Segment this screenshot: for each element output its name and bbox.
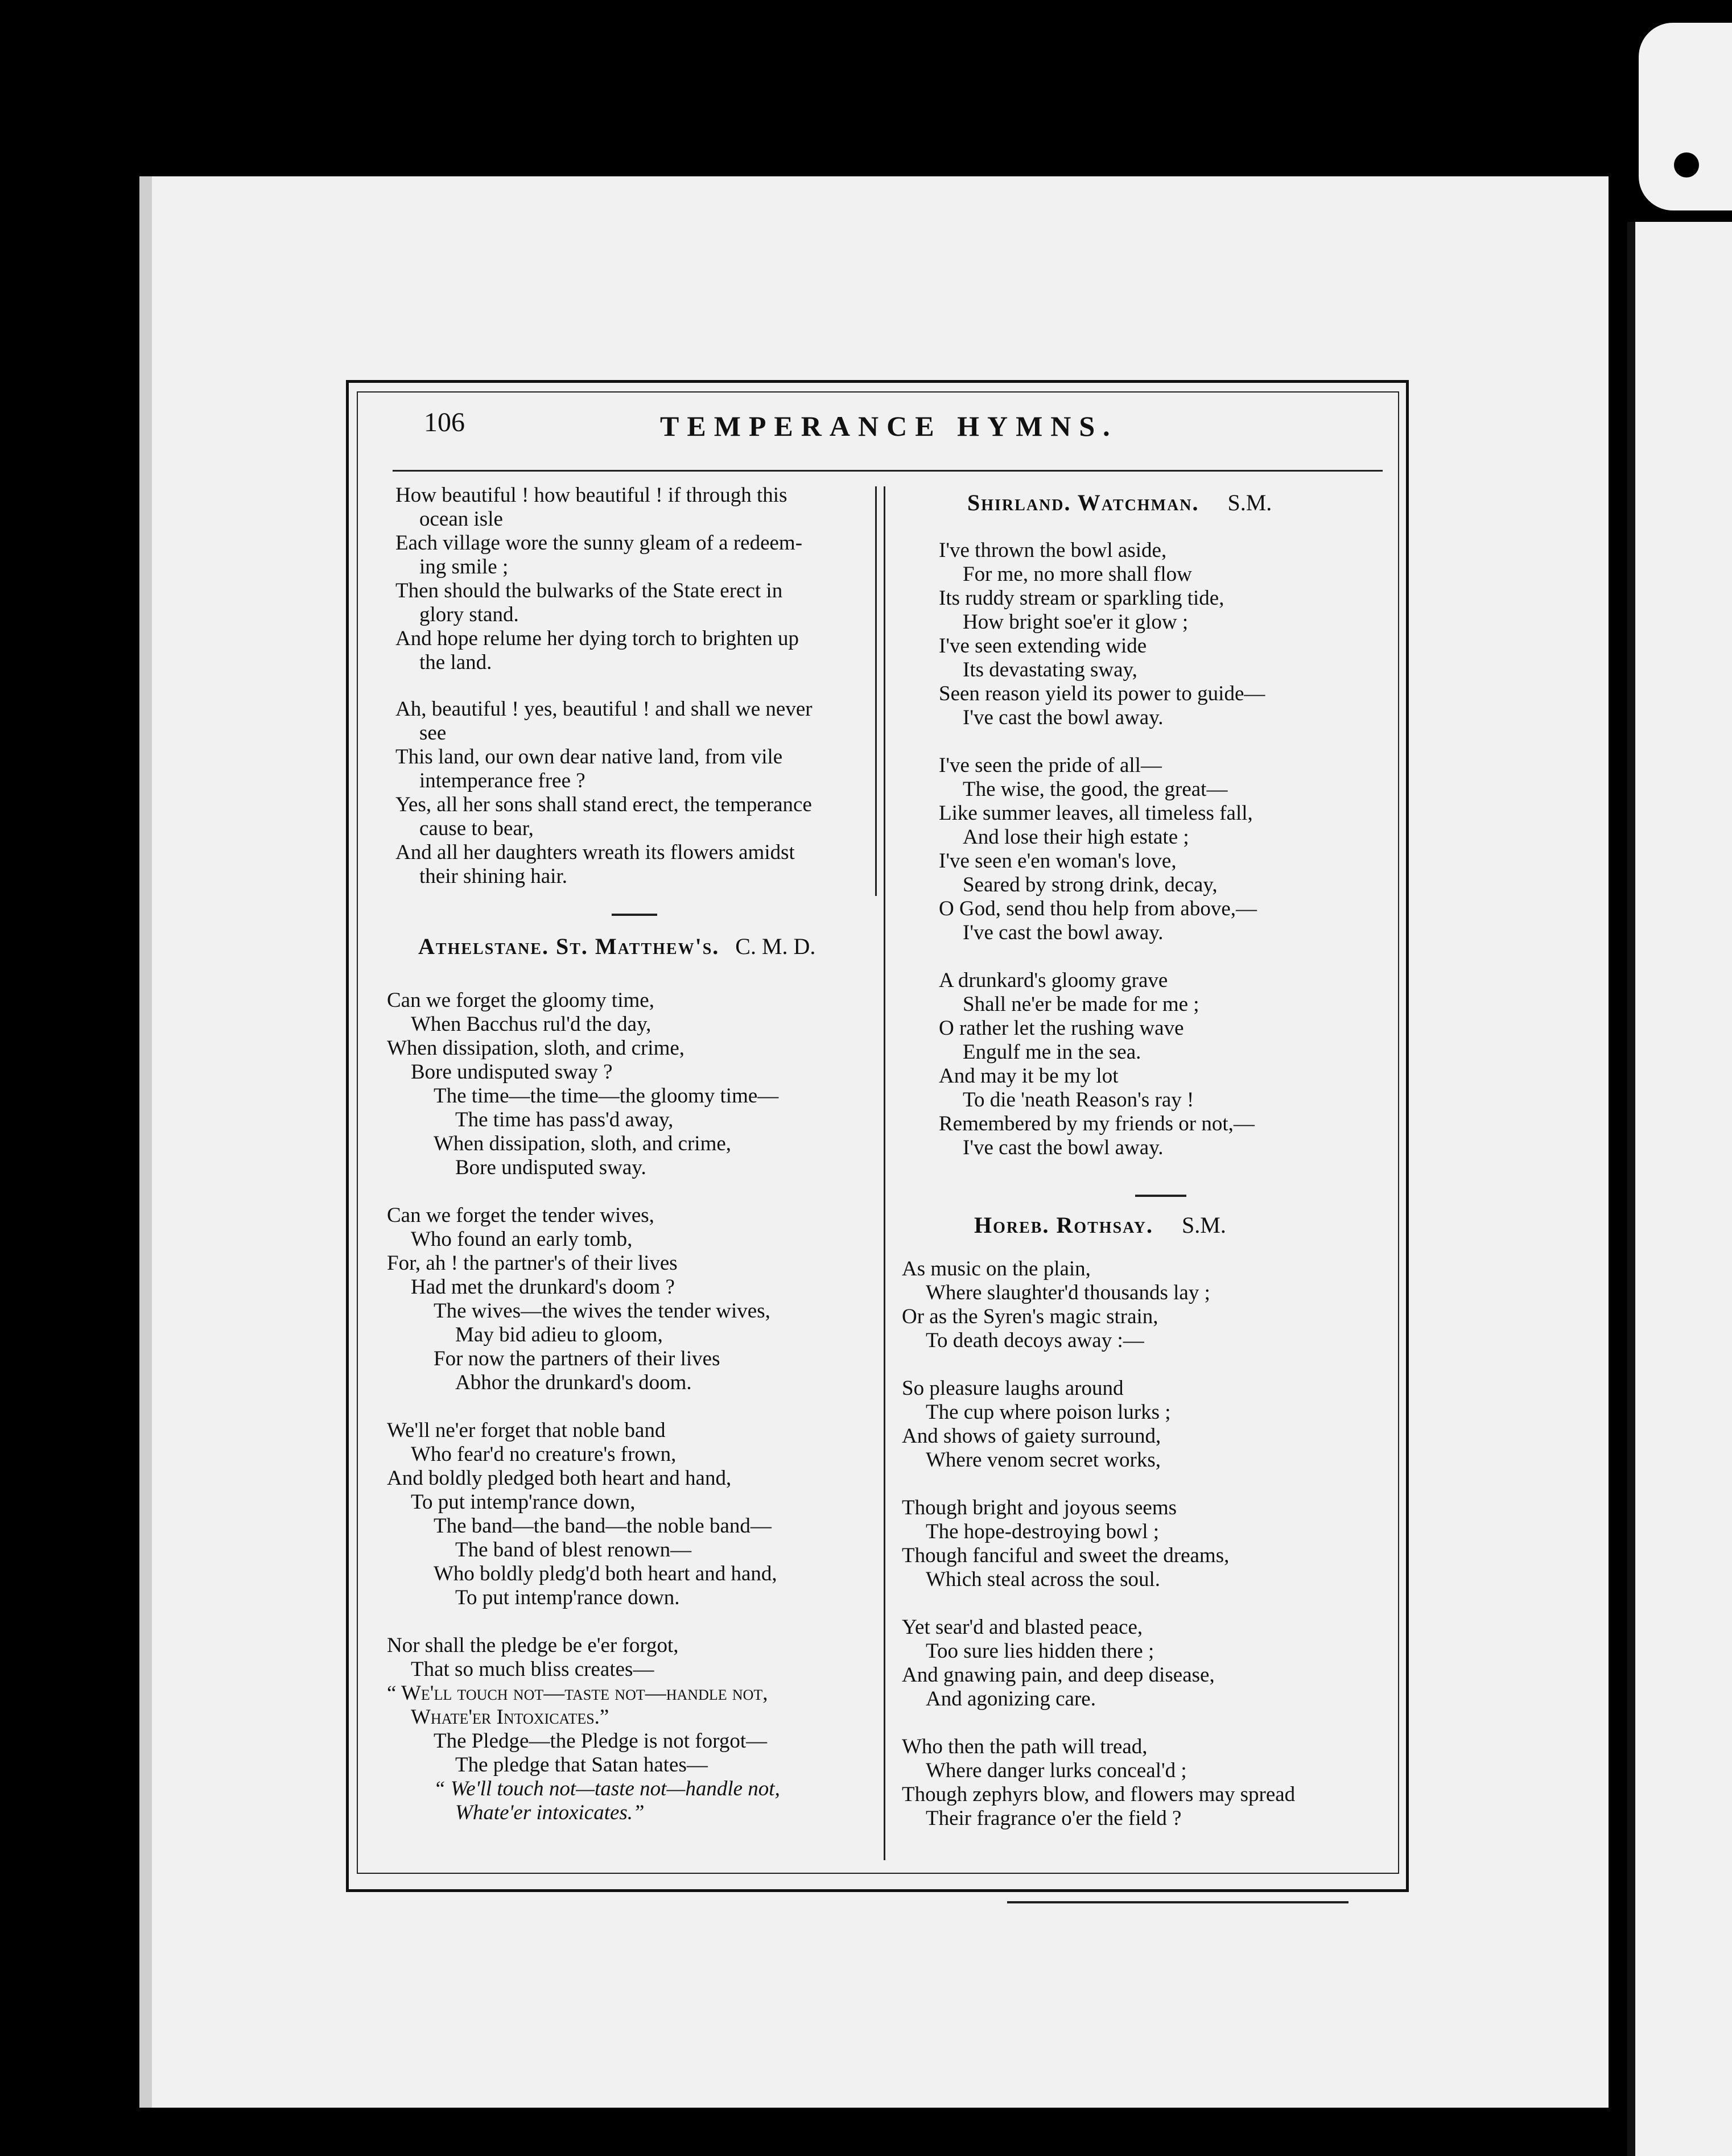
verse-line: The pledge that Satan hates— xyxy=(455,1753,708,1777)
verse-line: the land. xyxy=(419,651,492,674)
verse-line: How bright soe'er it glow ; xyxy=(963,610,1189,634)
verse-line: Though bright and joyous seems xyxy=(902,1496,1177,1519)
stanza xyxy=(387,1419,780,1610)
verse-line: intemperance free ? xyxy=(419,769,585,792)
verse-line: That so much bliss creates— xyxy=(411,1658,654,1681)
verse-line: Where venom secret works, xyxy=(926,1448,1161,1472)
verse-line: We'll ne'er forget that noble band xyxy=(387,1419,666,1442)
page-number: 106 xyxy=(424,407,465,437)
verse-line: Engulf me in the sea. xyxy=(963,1040,1141,1064)
verse-line: ing smile ; xyxy=(419,555,509,579)
verse-line: Its devastating sway, xyxy=(963,658,1137,682)
verse-line: And shows of gaiety surround, xyxy=(902,1424,1161,1448)
verse-line: Who found an early tomb, xyxy=(411,1228,633,1251)
verse-line: Yet sear'd and blasted peace, xyxy=(902,1616,1143,1639)
tune-names: Shirland. Watchman. xyxy=(967,490,1199,515)
page-tab xyxy=(1639,23,1732,210)
verse-line: Each village wore the sunny gleam of a redeem- xyxy=(395,531,803,555)
verse-line: Had met the drunkard's doom ? xyxy=(411,1275,675,1299)
verse-line: Its ruddy stream or sparkling tide, xyxy=(939,587,1224,610)
verse-line: I've cast the bowl away. xyxy=(963,1136,1164,1159)
column-divider xyxy=(884,486,885,1860)
stanza xyxy=(902,1616,1295,1711)
verse-line: Or as the Syren's magic strain, xyxy=(902,1305,1158,1328)
verse-line: Who boldly pledg'd both heart and hand, xyxy=(434,1562,777,1585)
stanza xyxy=(387,1204,780,1395)
verse-line: To die 'neath Reason's ray ! xyxy=(963,1088,1194,1112)
stanza xyxy=(395,484,813,675)
verse-line: Ah, beautiful ! yes, beautiful ! and shall we never xyxy=(395,697,813,721)
verse-line: Where slaughter'd thousands lay ; xyxy=(926,1281,1210,1304)
verse-line: Nor shall the pledge be e'er forgot, xyxy=(387,1634,679,1657)
meter: S.M. xyxy=(1227,490,1272,515)
verse-line: Shall ne'er be made for me ; xyxy=(963,993,1199,1016)
right-hymn-2-stanzas xyxy=(902,1257,1295,1831)
verse-line: Can we forget the tender wives, xyxy=(387,1204,654,1227)
verse-line: The band of blest renown— xyxy=(455,1538,692,1562)
verse-line: And gnawing pain, and deep disease, xyxy=(902,1663,1215,1687)
right-hymn-1-stanzas xyxy=(939,539,1265,1160)
tune-names: Athelstane. St. Matthew's. xyxy=(418,934,720,959)
verse-line: Though zephyrs blow, and flowers may spread xyxy=(902,1783,1296,1806)
verse-line: Abhor the drunkard's doom. xyxy=(455,1371,692,1394)
stanza xyxy=(387,1634,780,1825)
verse-line: Then should the bulwarks of the State erect in xyxy=(395,579,783,602)
verse-line: For, ah ! the partner's of their lives xyxy=(387,1252,678,1275)
left-opening-stanzas xyxy=(395,484,813,889)
verse-line: Whate'er Intoxicates.” xyxy=(411,1705,609,1729)
left-hymn-stanzas xyxy=(387,989,780,1825)
column-divider-upper xyxy=(875,486,877,896)
verse-line: Bore undisputed sway. xyxy=(455,1156,646,1179)
stanza xyxy=(387,989,780,1180)
verse-line: O God, send thou help from above,— xyxy=(939,897,1257,920)
verse-line: see xyxy=(419,721,447,745)
section-rule xyxy=(612,914,657,916)
verse-line: Can we forget the gloomy time, xyxy=(387,989,654,1012)
verse-line: So pleasure laughs around xyxy=(902,1377,1124,1400)
verse-line: Which steal across the soul. xyxy=(926,1568,1161,1591)
verse-line: For me, no more shall flow xyxy=(963,563,1192,586)
facing-page-edge xyxy=(1627,222,1732,2156)
verse-line: The cup where poison lurks ; xyxy=(926,1401,1171,1424)
verse-line: “ We'll touch not—taste not—handle not, xyxy=(387,1682,768,1705)
verse-line: I've thrown the bowl aside, xyxy=(939,539,1167,562)
stanza xyxy=(939,754,1265,945)
verse-line: To put intemp'rance down. xyxy=(455,1586,680,1609)
verse-line: Yes, all her sons shall stand erect, the temperance xyxy=(395,793,812,816)
verse-line: Seen reason yield its power to guide— xyxy=(939,682,1265,705)
verse-line: And may it be my lot xyxy=(939,1064,1119,1088)
verse-line: And lose their high estate ; xyxy=(963,825,1189,849)
verse-line: Whate'er intoxicates.” xyxy=(455,1801,645,1824)
verse-line: I've cast the bowl away. xyxy=(963,706,1164,729)
verse-line: May bid adieu to gloom, xyxy=(455,1323,663,1347)
verse-line: To death decoys away :— xyxy=(926,1329,1144,1352)
verse-line: Too sure lies hidden there ; xyxy=(926,1639,1154,1663)
verse-line: To put intemp'rance down, xyxy=(411,1490,636,1514)
stanza xyxy=(939,969,1265,1160)
verse-line: The Pledge—the Pledge is not forgot— xyxy=(434,1729,768,1753)
verse-line: glory stand. xyxy=(419,603,519,626)
verse-line: Seared by strong drink, decay, xyxy=(963,873,1218,897)
stanza xyxy=(939,539,1265,730)
meter: C. M. D. xyxy=(735,934,816,959)
verse-line: The time has pass'd away, xyxy=(455,1108,674,1131)
verse-line: Where danger lurks conceal'd ; xyxy=(926,1759,1187,1782)
verse-line: And agonizing care. xyxy=(926,1687,1096,1711)
verse-line: When dissipation, sloth, and crime, xyxy=(434,1132,732,1155)
verse-line: The band—the band—the noble band— xyxy=(434,1514,772,1538)
verse-line: Remembered by my friends or not,— xyxy=(939,1112,1255,1135)
punch-hole xyxy=(1674,152,1699,177)
verse-line: I've seen extending wide xyxy=(939,634,1147,658)
verse-line: Bore undisputed sway ? xyxy=(411,1060,613,1084)
verse-line: O rather let the rushing wave xyxy=(939,1017,1184,1040)
verse-line: Though fanciful and sweet the dreams, xyxy=(902,1544,1230,1567)
verse-line: I've cast the bowl away. xyxy=(963,921,1164,944)
verse-line: And boldly pledged both heart and hand, xyxy=(387,1467,732,1490)
verse-line: When Bacchus rul'd the day, xyxy=(411,1013,651,1036)
verse-line: And all her daughters wreath its flowers amidst xyxy=(395,841,795,864)
verse-line: Who then the path will tread, xyxy=(902,1735,1148,1758)
hymn-heading-athelstane xyxy=(418,933,815,960)
hymn-heading-shirland xyxy=(967,489,1272,516)
bottom-rule xyxy=(1007,1901,1349,1903)
verse-line: ocean isle xyxy=(419,507,503,531)
verse-line: The hope-destroying bowl ; xyxy=(926,1520,1159,1543)
verse-line: “ We'll touch not—taste not—handle not, xyxy=(434,1777,780,1800)
verse-line: This land, our own dear native land, from vile xyxy=(395,745,783,769)
stanza xyxy=(902,1377,1295,1472)
verse-line: How beautiful ! how beautiful ! if through this xyxy=(395,484,787,507)
verse-line: And hope relume her dying torch to brighten up xyxy=(395,627,799,650)
verse-line: Their fragrance o'er the field ? xyxy=(926,1807,1182,1830)
hymn-heading-horeb xyxy=(974,1212,1226,1238)
stanza xyxy=(395,697,813,889)
tune-names: Horeb. Rothsay. xyxy=(974,1212,1154,1238)
verse-line: cause to bear, xyxy=(419,817,534,840)
verse-line: I've seen e'en woman's love, xyxy=(939,849,1177,873)
stanza xyxy=(902,1496,1295,1592)
running-title: TEMPERANCE HYMNS. xyxy=(660,410,1118,442)
verse-line: The wives—the wives the tender wives, xyxy=(434,1299,770,1323)
verse-line: The time—the time—the gloomy time— xyxy=(434,1084,779,1108)
verse-line: their shining hair. xyxy=(419,865,567,888)
verse-line: I've seen the pride of all— xyxy=(939,754,1162,777)
verse-line: A drunkard's gloomy grave xyxy=(939,969,1168,992)
stanza xyxy=(902,1257,1295,1353)
verse-line: As music on the plain, xyxy=(902,1257,1091,1281)
page-gutter-shadow xyxy=(1627,222,1635,2156)
verse-line: For now the partners of their lives xyxy=(434,1347,720,1370)
section-rule xyxy=(1135,1195,1186,1197)
verse-line: Who fear'd no creature's frown, xyxy=(411,1443,677,1466)
verse-line: The wise, the good, the great— xyxy=(963,778,1228,801)
meter: S.M. xyxy=(1182,1212,1226,1238)
verse-line: Like summer leaves, all timeless fall, xyxy=(939,802,1253,825)
stanza xyxy=(902,1735,1295,1831)
header-rule xyxy=(393,470,1383,472)
verse-line: When dissipation, sloth, and crime, xyxy=(387,1036,685,1060)
